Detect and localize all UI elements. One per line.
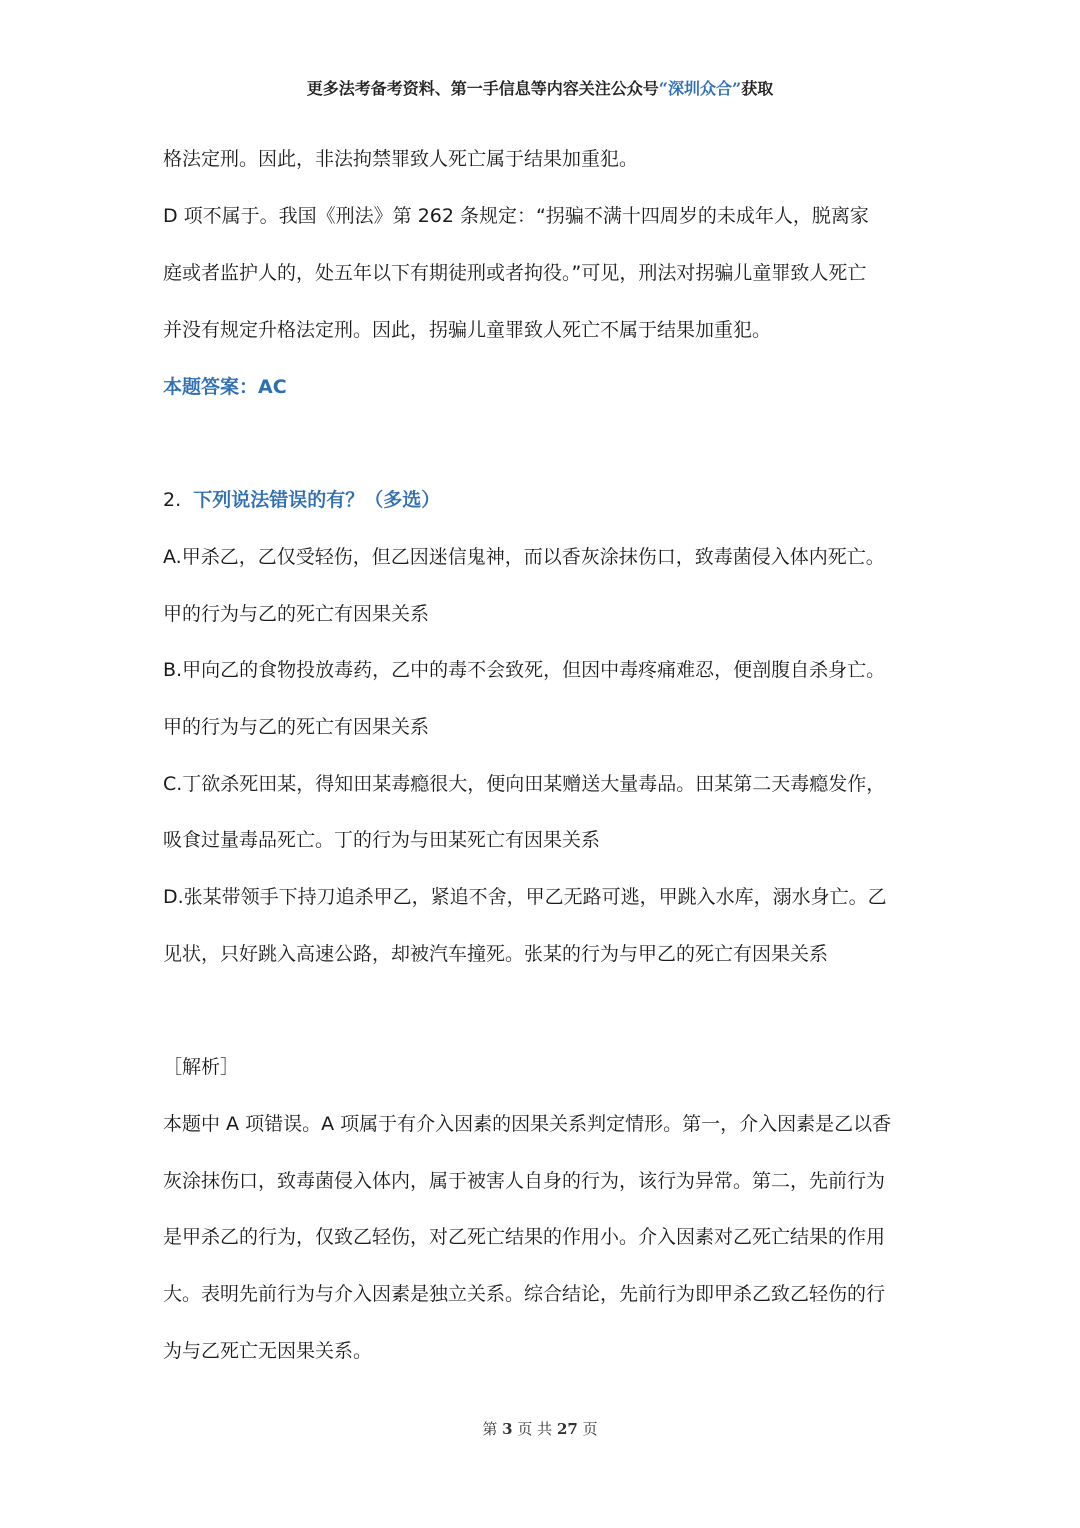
paragraph-line: 并没有规定升格法定刑。因此，拐骗儿童罪致人死亡不属于结果加重犯。 bbox=[163, 319, 772, 341]
option-d-line-1: D.张某带领手下持刀追杀甲乙，紧追不舍，甲乙无路可逃，甲跳入水库，溺水身亡。乙 bbox=[163, 886, 887, 908]
footer-word-3: 页 bbox=[582, 1420, 598, 1438]
option-a-line-2: 甲的行为与乙的死亡有因果关系 bbox=[163, 603, 430, 625]
option-c-line-2: 吸食过量毒品死亡。丁的行为与田某死亡有因果关系 bbox=[163, 829, 601, 851]
header-suffix: 获取 bbox=[741, 79, 774, 98]
footer-word-1: 第 bbox=[482, 1420, 498, 1438]
page-footer bbox=[0, 1418, 1080, 1439]
header-prefix: 更多法考备考资料、第一手信息等内容关注公众号 bbox=[306, 79, 659, 98]
analysis-line: 大。表明先前行为与介入因素是独立关系。综合结论，先前行为即甲杀乙致乙轻伤的行 bbox=[163, 1283, 886, 1305]
option-d-line-2: 见状，只好跳入高速公路，却被汽车撞死。张某的行为与甲乙的死亡有因果关系 bbox=[163, 943, 829, 965]
paragraph-line: 庭或者监护人的，处五年以下有期徒刑或者拘役。”可见，刑法对拐骗儿童罪致人死亡 bbox=[163, 262, 867, 284]
answer-line: 本题答案：AC bbox=[163, 376, 287, 398]
option-a-line-1: A.甲杀乙，乙仅受轻伤，但乙因迷信鬼神，而以香灰涂抹伤口，致毒菌侵入体内死亡。 bbox=[163, 546, 885, 568]
total-pages: 27 bbox=[556, 1420, 578, 1438]
analysis-line: 灰涂抹伤口，致毒菌侵入体内，属于被害人自身的行为，该行为异常。第二，先前行为 bbox=[163, 1170, 886, 1192]
question-number: 2. bbox=[163, 489, 182, 511]
paragraph-line: 格法定刑。因此，非法拘禁罪致人死亡属于结果加重犯。 bbox=[163, 148, 639, 170]
question-text: 下列说法错误的有？（多选） bbox=[193, 489, 441, 511]
analysis-line: 为与乙死亡无因果关系。 bbox=[163, 1340, 373, 1362]
analysis-line: 本题中 A 项错误。A 项属于有介入因素的因果关系判定情形。第一，介入因素是乙以香 bbox=[163, 1113, 892, 1135]
footer-word-2: 页 共 bbox=[517, 1420, 553, 1438]
analysis-line: 是甲杀乙的行为，仅致乙轻伤，对乙死亡结果的作用小。介入因素对乙死亡结果的作用 bbox=[163, 1226, 886, 1248]
page-header bbox=[0, 76, 1080, 99]
option-b-line-2: 甲的行为与乙的死亡有因果关系 bbox=[163, 716, 430, 738]
analysis-label: ［解析］ bbox=[163, 1056, 240, 1078]
paragraph-line: D 项不属于。我国《刑法》第 262 条规定：“拐骗不满十四周岁的未成年人，脱离家 bbox=[163, 205, 869, 227]
header-highlight: “深圳众合” bbox=[658, 79, 742, 98]
option-c-line-1: C.丁欲杀死田某，得知田某毒瘾很大，便向田某赠送大量毒品。田某第二天毒瘾发作， bbox=[163, 773, 886, 795]
option-b-line-1: B.甲向乙的食物投放毒药，乙中的毒不会致死，但因中毒疼痛难忍，便剖腹自杀身亡。 bbox=[163, 659, 886, 681]
question-2-title bbox=[163, 486, 440, 514]
page-number: 3 bbox=[502, 1420, 513, 1438]
